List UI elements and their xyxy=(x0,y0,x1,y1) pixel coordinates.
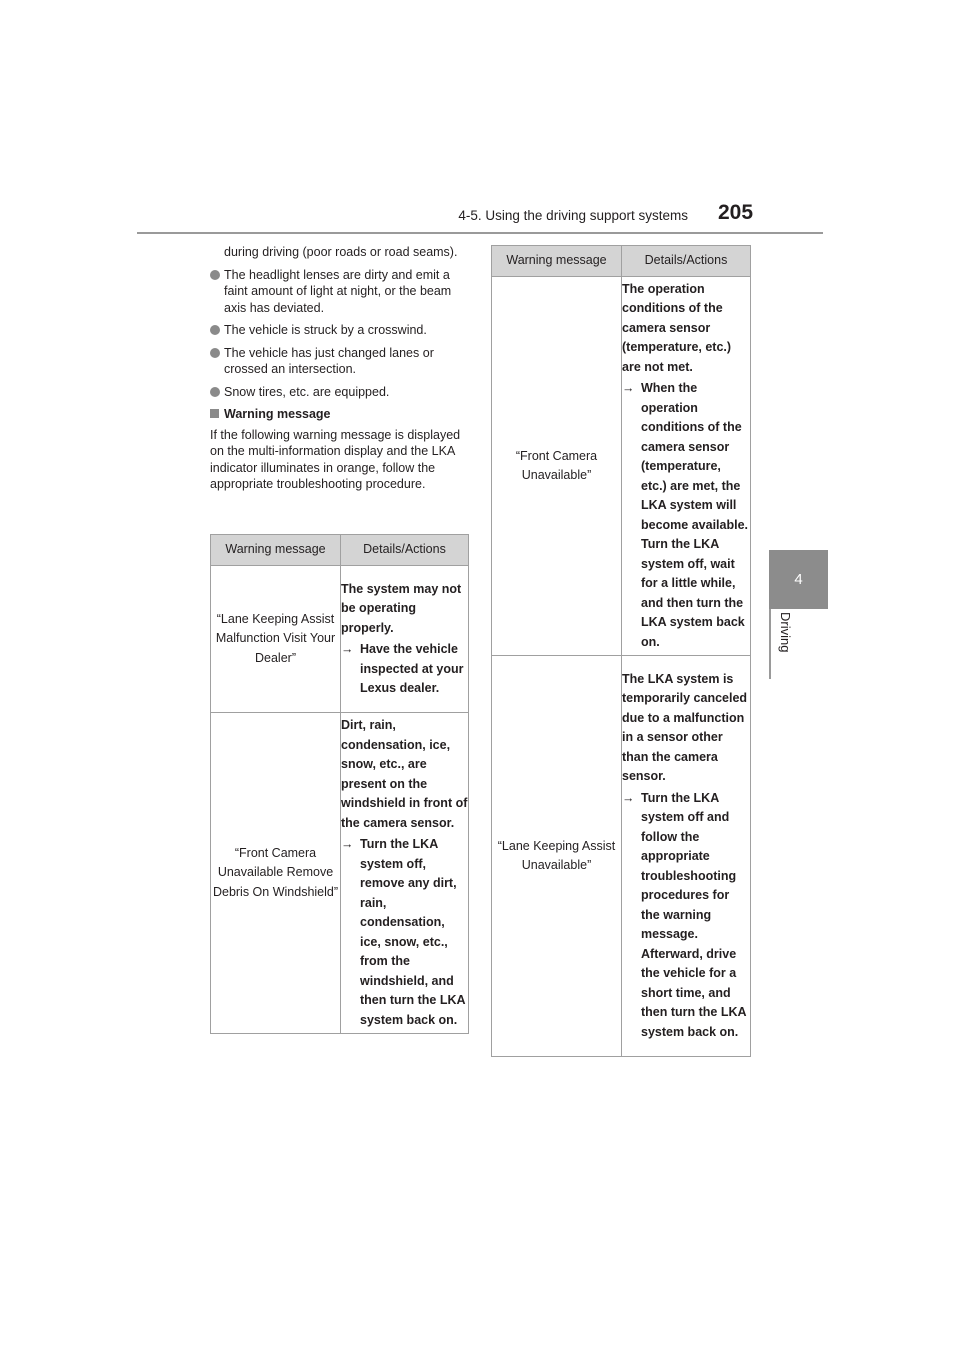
bullet-dot-icon xyxy=(210,270,220,280)
details-cell xyxy=(622,656,751,1057)
warning-message-cell: “Front Camera Unavailable Remove Debris On Windshield” xyxy=(211,713,341,1034)
detail-text: The LKA system is temporarily canceled due to a malfunction in a sensor other than the camera sensor. xyxy=(622,671,748,784)
bullet-item xyxy=(210,345,468,378)
arrow-right-icon: → xyxy=(341,837,354,851)
column-header-message: Warning message xyxy=(211,535,341,566)
details-cell xyxy=(341,566,469,713)
bullet-item xyxy=(210,384,468,401)
warning-message-cell: “Front Camera Unavailable” xyxy=(492,277,622,656)
section-heading xyxy=(210,406,468,423)
section-heading-text: Warning message xyxy=(224,407,331,421)
action-item xyxy=(341,835,468,1030)
bullet-dot-icon xyxy=(210,325,220,335)
bullet-item xyxy=(210,322,468,339)
arrow-right-icon: → xyxy=(622,381,635,396)
detail-text: Dirt, rain, condensation, ice, snow, etc., are present on the windshield in front of the camera sensor. xyxy=(341,718,468,830)
column-header-details: Details/Actions xyxy=(622,246,751,277)
action-text: When the operation conditions of the camera sensor (temperature, etc.) are met, the LKA system will become available. Turn the LKA system off, wait for a little while, and then turn the LKA system back on. xyxy=(641,381,749,649)
column-header-details: Details/Actions xyxy=(341,535,469,566)
chapter-tab: 4 xyxy=(769,550,828,609)
detail-text: The system may not be operating properly. xyxy=(341,581,462,635)
bullet-item xyxy=(210,267,468,317)
warning-message-cell: “Lane Keeping Assist Unavailable” xyxy=(492,656,622,1057)
warning-table-right xyxy=(491,245,751,1057)
page-number: 205 xyxy=(718,201,754,224)
chapter-label: Driving xyxy=(778,612,793,653)
table-row xyxy=(492,277,751,656)
bullet-dot-icon xyxy=(210,348,220,358)
action-item xyxy=(341,640,468,699)
table-row xyxy=(211,566,469,713)
continued-text: during driving (poor roads or road seams). xyxy=(224,245,458,259)
intro-paragraph: If the following warning message is displayed on the multi-information display and the LKA indicator illuminates in orange, follow the appropriate troubleshooting procedure. xyxy=(210,427,461,491)
detail-text: The operation conditions of the camera sensor (temperature, etc.) are not met. xyxy=(622,281,732,374)
details-cell xyxy=(622,277,751,656)
warning-message-cell: “Lane Keeping Assist Malfunction Visit Your Dealer” xyxy=(211,566,341,713)
warning-table-left xyxy=(210,534,469,1034)
table-row xyxy=(492,656,751,1057)
arrow-right-icon: → xyxy=(622,790,635,805)
bullet-text: The vehicle is struck by a crosswind. xyxy=(224,323,427,337)
section-title: 4-5. Using the driving support systems xyxy=(458,208,688,223)
bullet-dot-icon xyxy=(210,387,220,397)
bullet-text: Snow tires, etc. are equipped. xyxy=(224,384,390,399)
table-row xyxy=(211,713,469,1034)
arrow-right-icon: → xyxy=(341,642,354,656)
action-item xyxy=(622,789,750,1043)
header-rule xyxy=(137,232,823,234)
details-cell xyxy=(341,713,469,1034)
bullet-text: The headlight lenses are dirty and emit a faint amount of light at night, or the beam axis has deviated. xyxy=(224,267,452,315)
action-text: Turn the LKA system off, remove any dirt, rain, condensation, ice, snow, etc., from the windshield, and then turn the LKA system back on. xyxy=(360,837,466,1027)
side-divider xyxy=(769,609,771,679)
action-text: Have the vehicle inspected at your Lexus dealer. xyxy=(360,642,464,695)
square-bullet-icon xyxy=(210,409,219,418)
column-header-message: Warning message xyxy=(492,246,622,277)
action-text: Turn the LKA system off and follow the appropriate troubleshooting procedures for the warning message. Afterward, drive the vehicle for a short time, and then turn the LKA system back on. xyxy=(641,790,747,1039)
left-column xyxy=(210,244,468,493)
bullet-text: The vehicle has just changed lanes or crossed an intersection. xyxy=(224,345,434,376)
action-item xyxy=(622,379,750,652)
